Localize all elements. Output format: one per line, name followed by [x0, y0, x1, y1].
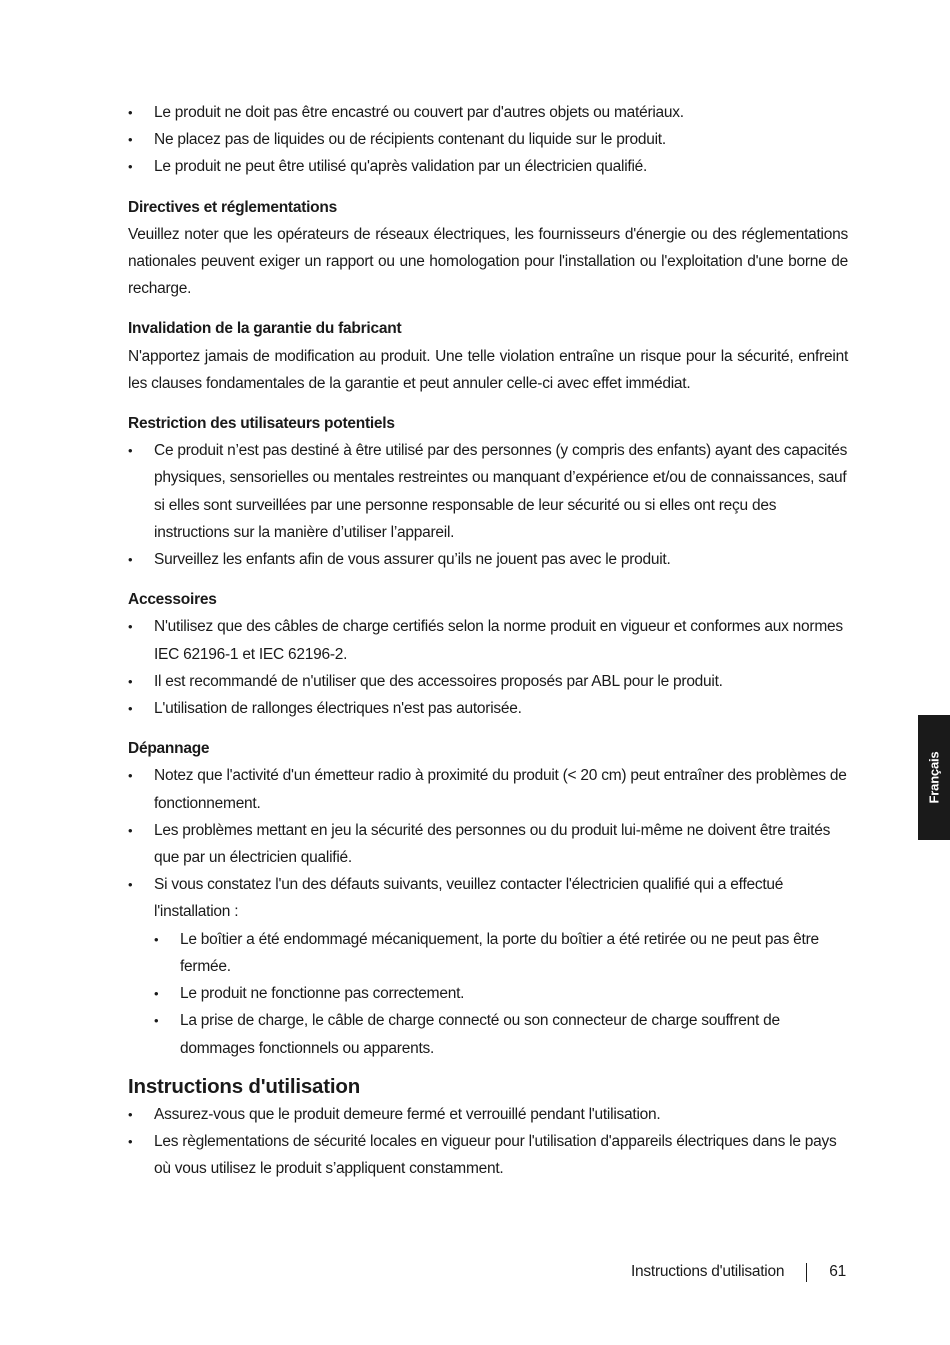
section-paragraph: Veuillez noter que les opérateurs de réseaux électriques, les fournisseurs d'énergie ou des réglementations nationales peuvent exiger un rapport ou une homologation pour l'installation ou l'exploitation d'une borne de recharge. [128, 225, 848, 298]
list-item: • Les problèmes mettant en jeu la sécurité des personnes ou du produit lui-même ne doivent être traités que par un électricien qualifié. [128, 817, 848, 871]
list-item: • Les règlementations de sécurité locales en vigueur pour l'utilisation d'appareils électriques dans le pays où vous utilisez le produit s’appliquent constamment. [128, 1128, 848, 1182]
list-item: • Le produit ne fonctionne pas correctement. [154, 980, 848, 1007]
list-item: • L'utilisation de rallonges électriques n'est pas autorisée. [128, 695, 848, 722]
list-item: • Assurez-vous que le produit demeure fermé et verrouillé pendant l'utilisation. [128, 1101, 848, 1128]
page-content [128, 99, 848, 1182]
footer-section-title: Instructions d'utilisation [630, 1263, 785, 1280]
section-paragraph: N'apportez jamais de modification au produit. Une telle violation entraîne un risque pour la sécurité, enfreint les clauses fondamentales de la garantie et peut annuler celle-ci avec effet immédiat. [128, 347, 848, 392]
section-heading-directives: Directives et réglementations [128, 198, 337, 216]
list-item: • Surveillez les enfants afin de vous assurer qu’ils ne jouent pas avec le produit. [128, 546, 848, 573]
list-item: • La prise de charge, le câble de charge connecté ou son connecteur de charge souffrent de dommages fonctionnels ou apparents. [154, 1007, 848, 1061]
depannage-sub-list [128, 926, 848, 1062]
intro-list [128, 99, 848, 181]
accessoires-list [128, 613, 848, 722]
depannage-list [128, 762, 848, 925]
section-heading-depannage: Dépannage [128, 740, 210, 758]
list-item: • Le produit ne doit pas être encastré ou couvert par d'autres objets ou matériaux. [128, 99, 848, 126]
page-footer [631, 1261, 846, 1283]
list-item: • Si vous constatez l'un des défauts suivants, veuillez contacter l'électricien qualifié qui a effectué l'installation : [128, 871, 848, 925]
section-heading-garantie: Invalidation de la garantie du fabricant [128, 320, 402, 338]
list-item: • Ce produit n’est pas destiné à être utilisé par des personnes (y compris des enfants) ayant des capacités physiques, sensorielles ou mentales restreintes ou manquant d’expérience et/ou de connaissances, sauf si elles sont surveillées par une personne responsable de leur sécurité ou si elles ont reçu des instructions sur la manière d’utiliser l’appareil. [128, 437, 848, 546]
list-item: • Il est recommandé de n'utiliser que des accessoires proposés par ABL pour le produit. [128, 668, 848, 695]
list-item: • N'utilisez que des câbles de charge certifiés selon la norme produit en vigueur et conformes aux normes IEC 62196-1 et IEC 62196-2. [128, 613, 848, 667]
list-item: • Le produit ne peut être utilisé qu'après validation par un électricien qualifié. [128, 153, 848, 180]
list-item: • Le boîtier a été endommagé mécaniquement, la porte du boîtier a été retirée ou ne peut pas être fermée. [154, 926, 848, 980]
restriction-list [128, 437, 848, 573]
section-heading-restriction: Restriction des utilisateurs potentiels [128, 415, 395, 433]
instructions-list [128, 1101, 848, 1183]
language-tab [918, 715, 950, 840]
list-item: • Notez que l'activité d'un émetteur radio à proximité du produit (< 20 cm) peut entraîner des problèmes de fonctionnement. [128, 762, 848, 816]
list-item: • Ne placez pas de liquides ou de récipients contenant du liquide sur le produit. [128, 126, 848, 153]
language-tab-label: Français [926, 751, 942, 804]
footer-divider [806, 1263, 807, 1282]
page-number: 61 [829, 1263, 846, 1280]
section-heading-instructions: Instructions d'utilisation [128, 1074, 361, 1098]
section-heading-accessoires: Accessoires [128, 591, 217, 609]
